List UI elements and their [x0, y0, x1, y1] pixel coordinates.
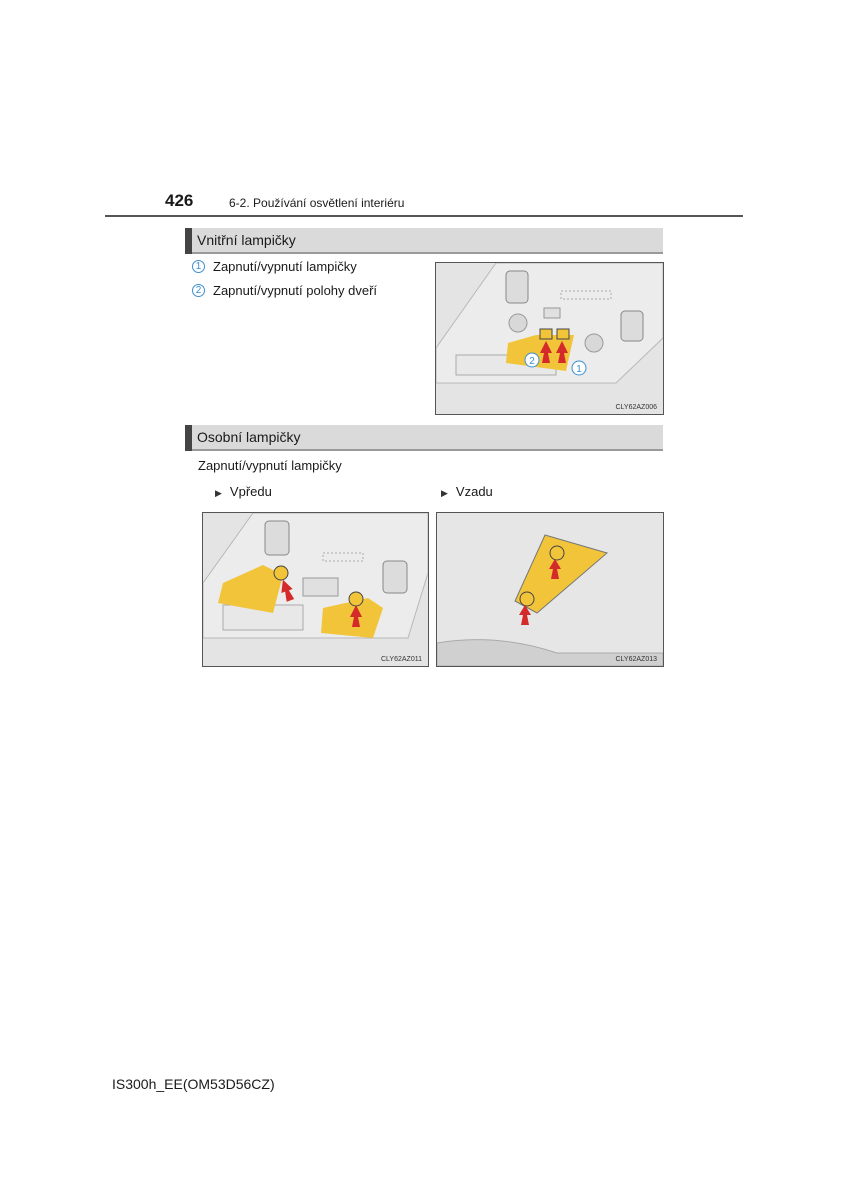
callout-1: 1 [576, 364, 582, 375]
list-item [192, 283, 377, 298]
callout-number: 1 [192, 260, 205, 273]
header-rule [105, 215, 743, 217]
figure-code: CLY62AZ011 [381, 656, 422, 663]
callout-number: 2 [192, 284, 205, 297]
figure-front-lights [202, 512, 429, 667]
section-title: Osobní lampičky [197, 429, 301, 445]
label-front [215, 484, 272, 499]
rear-console-illustration [437, 513, 663, 666]
chapter-title: 6-2. Používání osvětlení interiéru [229, 196, 405, 210]
label-rear-text: Vzadu [455, 484, 493, 499]
bullet-triangle-icon: ▶ [215, 488, 222, 498]
figure-code: CLY62AZ006 [615, 404, 657, 411]
front-console-illustration [203, 513, 428, 666]
figure-rear-lights [436, 512, 664, 667]
section-marker [185, 425, 192, 451]
footer-model-code: IS300h_EE(OM53D56CZ) [112, 1076, 275, 1092]
section-title: Vnitřní lampičky [197, 232, 296, 248]
list-item-text: Zapnutí/vypnutí lampičky [213, 259, 357, 274]
list-item-text: Zapnutí/vypnutí polohy dveří [213, 283, 378, 298]
list-item [192, 259, 357, 274]
section-marker [185, 228, 192, 254]
section-bar-interior-lights [185, 228, 663, 254]
figure-code: CLY62AZ013 [615, 656, 657, 663]
page-number: 426 [165, 191, 194, 210]
callout-2: 2 [529, 356, 535, 367]
overhead-console-illustration [436, 263, 663, 414]
figure-interior-lights [435, 262, 664, 415]
intro-text: Zapnutí/vypnutí lampičky [198, 458, 342, 473]
section-bar-personal-lights [185, 425, 663, 451]
bullet-triangle-icon: ▶ [441, 488, 448, 498]
label-front-text: Vpředu [229, 484, 272, 499]
label-rear [441, 484, 493, 499]
